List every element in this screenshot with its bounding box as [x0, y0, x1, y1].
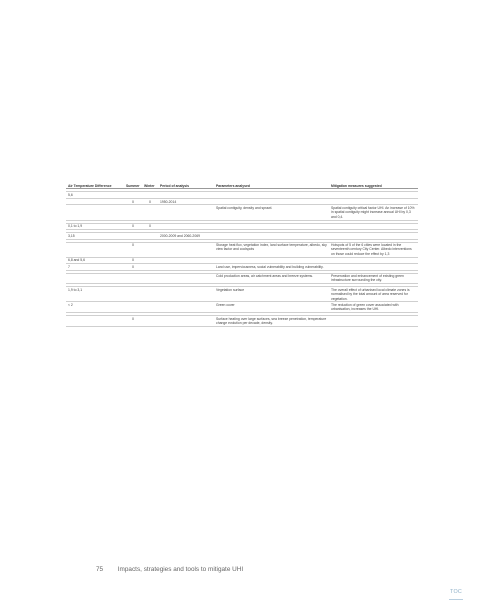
table-cell	[66, 242, 124, 257]
table-cell	[142, 242, 158, 257]
table-cell	[158, 242, 214, 257]
header-winter: Winter	[142, 183, 158, 189]
table-cell: Spatial contiguity, density and sprawl.	[214, 205, 329, 220]
table-cell: X	[124, 223, 142, 229]
table-cell: 7	[66, 264, 124, 270]
table-row	[66, 273, 418, 284]
header-air-temperature-difference: Air Temperature Difference	[66, 183, 124, 189]
table-cell: Storage heat flux, vegetation index, land surface temperature, albedo, sky view factor and coolspots	[214, 242, 329, 257]
toc-link[interactable]	[446, 580, 466, 599]
table-cell	[142, 302, 158, 313]
table-cell: 5,6	[66, 192, 124, 198]
toc-label: TOC	[450, 589, 462, 595]
table-cell: Hotspots of 5 of the 6 cities were located in the seventeenth century City Center. Albedo interventions on those could reduce the effect by 1,3	[329, 242, 418, 257]
footer-title: Impacts, strategies and tools to mitigate UHI	[117, 566, 244, 573]
table-cell: 2000-2009 and 2060-2069	[158, 233, 214, 239]
table-cell	[158, 273, 214, 284]
table-cell	[158, 302, 214, 313]
page-number: 75	[96, 566, 104, 573]
table-row	[66, 287, 418, 302]
page-footer	[96, 566, 243, 573]
table-cell: The reduction of green cover associated with urbanisation, increases the UHI.	[329, 302, 418, 313]
table-cell	[142, 205, 158, 220]
data-table	[66, 183, 418, 327]
table-cell: Vegetation surface	[214, 287, 329, 302]
table-cell: X	[142, 223, 158, 229]
table-row	[66, 302, 418, 313]
table-cell: X	[124, 198, 142, 204]
table-cell: 3,15	[66, 233, 124, 239]
table-cell	[66, 316, 124, 327]
table-cell: X	[124, 264, 142, 270]
table-cell	[124, 302, 142, 313]
table-cell: X	[124, 316, 142, 327]
table-body	[66, 189, 418, 326]
table-cell	[124, 273, 142, 284]
table-cell: Surface heating over large surfaces, sea breeze penetration, temperature change evolution per decade, density.	[214, 316, 329, 327]
table-cell	[142, 287, 158, 302]
table-cell: < 2	[66, 302, 124, 313]
table-cell	[142, 316, 158, 327]
table-cell: Spatial contiguity critical factor UHI. An increase of 10% in spatial contiguity might increase annual UHI by 0,3 and 0,4.	[329, 205, 418, 220]
table-cell	[66, 205, 124, 220]
table-cell	[124, 205, 142, 220]
table-cell: X	[124, 242, 142, 257]
table-cell: 1950-2014	[158, 198, 214, 204]
table-cell: 1,9 to 3,1	[66, 287, 124, 302]
table-cell: Cold production areas, air catchment areas and breeze systems.	[214, 273, 329, 284]
header-summer: Summer	[124, 183, 142, 189]
header-period-of-analysis: Period of analysis	[158, 183, 214, 189]
table-cell: 0,1 to 1,9	[66, 223, 124, 229]
table-cell	[124, 287, 142, 302]
table-cell	[158, 205, 214, 220]
table-cell: The overall effect of urbanised local climate zones is normalised by the total amount of area reserved for vegetation.	[329, 287, 418, 302]
header-parameters-analysed: Parameters analysed	[214, 183, 329, 189]
table-cell	[158, 287, 214, 302]
table-cell: Preservation and enhancement of existing green infrastructure surrounding the city.	[329, 273, 418, 284]
table-cell	[329, 316, 418, 327]
table-cell	[66, 273, 124, 284]
table-cell: Green cover	[214, 302, 329, 313]
header-mitigation-measures: Mitigation measures suggested	[329, 183, 418, 189]
table-cell	[158, 316, 214, 327]
table-cell: X	[142, 198, 158, 204]
table-row	[66, 316, 418, 327]
table-cell: Land use, imperviousness, social vulnerability and building vulnerability.	[214, 264, 329, 270]
table-row	[66, 242, 418, 257]
table-cell	[142, 273, 158, 284]
table-row	[66, 205, 418, 220]
table-cell: X	[124, 257, 142, 263]
table-cell: 6,8 and 5,6	[66, 257, 124, 263]
toc-underline	[449, 599, 463, 600]
